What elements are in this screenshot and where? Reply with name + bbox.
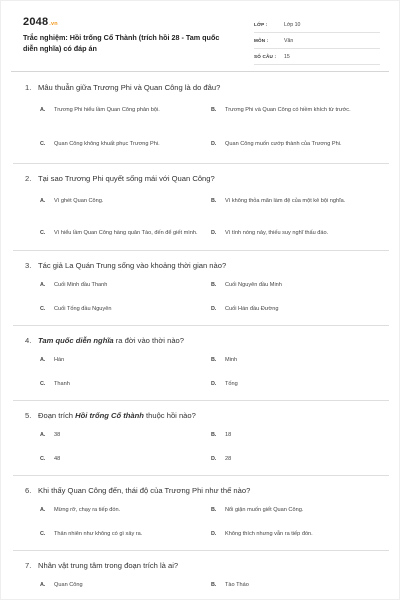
option-letter: C. — [40, 229, 46, 236]
option-c[interactable] — [40, 529, 211, 539]
option-b[interactable] — [211, 505, 369, 515]
meta-label: LỚP : — [254, 22, 268, 27]
question-text: Tại sao Trương Phi quyết sống mái với Quan Công? — [38, 174, 215, 183]
question-number: 1. — [25, 83, 32, 92]
question-number: 7. — [25, 561, 32, 570]
question-text: Khi thấy Quan Công đến, thái độ của Trương Phi như thế nào? — [38, 486, 251, 495]
option-grid — [40, 280, 379, 314]
question-text: Nhân vật trung tâm trong đoạn trích là ai? — [38, 561, 179, 570]
question-head — [25, 486, 379, 496]
option-text: Thản nhiên như không có gì xảy ra. — [54, 530, 143, 537]
question-text-pre: Đoạn trích — [38, 411, 76, 420]
question-number: 2. — [25, 174, 32, 183]
option-letter: D. — [211, 140, 217, 147]
option-b[interactable] — [211, 580, 369, 590]
option-text: Không thích nhưng vẫn ra tiếp đón. — [225, 530, 313, 537]
option-letter: A. — [40, 197, 46, 204]
option-text: Thanh — [54, 380, 70, 387]
question-text: Tác giả La Quán Trung sống vào khoảng thời gian nào? — [38, 261, 227, 270]
option-letter: C. — [40, 140, 46, 147]
option-text: Minh — [225, 356, 238, 363]
question-number: 3. — [25, 261, 32, 270]
option-letter: D. — [211, 530, 217, 537]
option-letter: D. — [211, 229, 217, 236]
option-text: Quan Công muốn cướp thành của Trương Phi. — [225, 140, 342, 147]
option-grid — [40, 580, 379, 590]
option-letter: C. — [40, 455, 46, 462]
question-text-post: thuộc hồi nào? — [143, 411, 196, 420]
quiz-meta — [254, 17, 380, 65]
question-4 — [1, 326, 400, 389]
option-a[interactable] — [40, 355, 211, 365]
option-letter: C. — [40, 380, 46, 387]
option-text: Vì hiểu lầm Quan Công hàng quân Tào, đến để giết mình. — [54, 229, 198, 236]
option-letter: A. — [40, 281, 46, 288]
option-grid — [40, 192, 379, 242]
option-text: Trương Phi và Quan Công có hiềm khích từ trước. — [225, 106, 351, 113]
question-5 — [1, 401, 400, 464]
option-letter: C. — [40, 305, 46, 312]
option-a[interactable] — [40, 280, 211, 290]
option-c[interactable] — [40, 454, 211, 464]
option-letter: B. — [211, 106, 217, 113]
logo-tld: .vn — [49, 21, 58, 27]
meta-value: Lớp 10 — [284, 21, 301, 28]
option-d[interactable] — [211, 304, 369, 314]
site-logo[interactable] — [23, 16, 58, 28]
question-6 — [1, 476, 400, 539]
option-letter: D. — [211, 305, 217, 312]
option-grid — [40, 355, 379, 389]
option-letter: A. — [40, 356, 46, 363]
option-text: Quan Công không khuất phục Trương Phi. — [54, 140, 160, 147]
option-text: 28 — [225, 455, 232, 462]
option-text: Vì tính nóng nảy, thiếu suy nghĩ thấu đáo. — [225, 229, 329, 236]
option-b[interactable] — [211, 280, 369, 290]
option-text: Vì ghét Quan Công. — [54, 197, 104, 204]
option-letter: D. — [211, 455, 217, 462]
option-text: Nổi giận muốn giết Quan Công. — [225, 506, 304, 513]
option-c[interactable] — [40, 304, 211, 314]
option-b[interactable] — [211, 430, 369, 440]
option-b[interactable] — [211, 355, 369, 365]
option-text: 48 — [54, 455, 61, 462]
option-d[interactable] — [211, 135, 369, 153]
meta-value: 15 — [284, 53, 290, 60]
question-head — [25, 174, 379, 184]
option-letter: B. — [211, 431, 217, 438]
option-text: 38 — [54, 431, 61, 438]
option-text: 18 — [225, 431, 232, 438]
option-letter: A. — [40, 431, 46, 438]
option-letter: A. — [40, 581, 46, 588]
question-text-emphasis: Hồi trống Cổ thành — [75, 411, 144, 420]
option-letter: A. — [40, 506, 46, 513]
option-text: Hán — [54, 356, 65, 363]
option-grid — [40, 505, 379, 539]
option-text: Cuối Tống đầu Nguyên — [54, 305, 112, 312]
option-text: Vì không thỏa mãn làm đệ của một kẻ bội nghĩa. — [225, 197, 346, 204]
option-a[interactable] — [40, 580, 211, 590]
option-text: Tào Tháo — [225, 581, 249, 588]
option-letter: B. — [211, 506, 217, 513]
option-a[interactable] — [40, 505, 211, 515]
option-c[interactable] — [40, 224, 211, 242]
option-text: Trương Phi hiểu lầm Quan Công phản bội. — [54, 106, 160, 113]
option-letter: C. — [40, 530, 46, 537]
option-letter: B. — [211, 197, 217, 204]
question-head — [25, 261, 379, 271]
option-grid — [40, 101, 379, 153]
question-3 — [1, 251, 400, 314]
option-d[interactable] — [211, 529, 369, 539]
option-letter: B. — [211, 581, 217, 588]
meta-row-class — [254, 17, 380, 33]
question-head — [25, 411, 379, 421]
question-text — [38, 336, 184, 346]
question-list — [1, 72, 400, 590]
option-b[interactable] — [211, 192, 369, 210]
option-grid — [40, 430, 379, 464]
option-letter: B. — [211, 281, 217, 288]
question-number: 6. — [25, 486, 32, 495]
question-2 — [1, 164, 400, 242]
question-head — [25, 561, 379, 571]
question-number: 5. — [25, 411, 32, 420]
question-head — [25, 336, 379, 346]
question-text: Mâu thuẫn giữa Trương Phi và Quan Công là do đâu? — [38, 83, 221, 92]
question-7 — [1, 551, 400, 590]
meta-row-subject — [254, 33, 380, 49]
meta-label: MÔN : — [254, 38, 269, 43]
meta-row-count — [254, 49, 380, 65]
option-d[interactable] — [211, 454, 369, 464]
question-text-emphasis: Tam quốc diễn nghĩa — [38, 336, 114, 345]
option-a[interactable] — [40, 430, 211, 440]
option-letter: B. — [211, 356, 217, 363]
option-text: Tống — [225, 380, 238, 387]
page-title: Trắc nghiệm: Hồi trống Cổ Thành (trích hồi 28 - Tam quốc diễn nghĩa) có đáp án — [23, 33, 220, 53]
question-text — [38, 411, 196, 421]
option-letter: D. — [211, 380, 217, 387]
option-text: Cuối Nguyên đầu Minh — [225, 281, 282, 288]
option-letter: A. — [40, 106, 46, 113]
option-b[interactable] — [211, 101, 369, 119]
question-number: 4. — [25, 336, 32, 345]
page-header — [1, 1, 400, 67]
option-a[interactable] — [40, 192, 211, 210]
option-c[interactable] — [40, 135, 211, 153]
option-d[interactable] — [211, 224, 369, 242]
option-a[interactable] — [40, 101, 211, 119]
meta-label: SỐ CÂU : — [254, 54, 277, 59]
option-c[interactable] — [40, 379, 211, 389]
meta-value: Văn — [284, 37, 294, 44]
option-text: Cuối Minh đầu Thanh — [54, 281, 108, 288]
option-text: Cuối Hán đầu Đường — [225, 305, 279, 312]
question-1 — [1, 72, 400, 153]
option-text: Quan Công — [54, 581, 83, 588]
option-d[interactable] — [211, 379, 369, 389]
question-head — [25, 83, 379, 93]
option-text: Mừng rỡ, chạy ra tiếp đón. — [54, 506, 121, 513]
question-text-post: ra đời vào thời nào? — [113, 336, 184, 345]
logo-main: 2048 — [23, 16, 49, 28]
